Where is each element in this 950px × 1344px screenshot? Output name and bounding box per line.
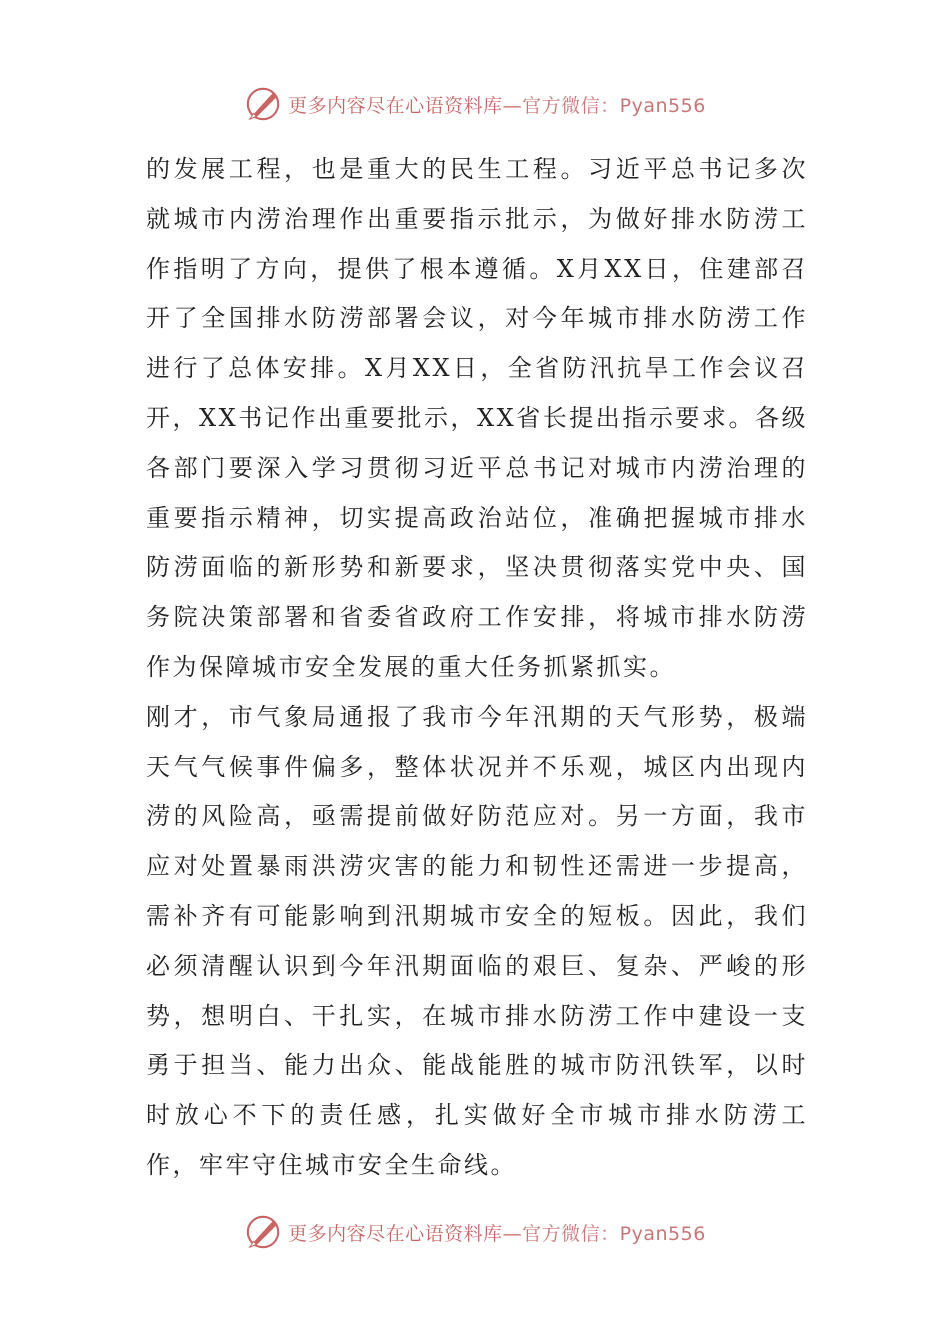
pen-nib-logo-icon bbox=[244, 1213, 282, 1251]
paragraph-2: 刚才，市气象局通报了我市今年汛期的天气形势，极端天气气候事件偏多，整体状况并不乐观，城区内出现内涝的风险高，亟需提前做好防范应对。另一方面，我市应对处置暴雨洪涝灾害的能力和韧性还需进一步提高，需补齐有可能影响到汛期城市安全的短板。因此，我们必须清醒认识到今年汛期面临的艰巨、复杂、严峻的形势，想明白、干扎实，在城市排水防涝工作中建设一支勇于担当、能力出众、能战能胜的城市防汛铁军，以时时放心不下的责任感，扎实做好全市城市排水防涝工作，牢牢守住城市安全生命线。 bbox=[146, 702, 808, 1179]
pen-nib-logo-icon bbox=[244, 85, 282, 123]
page-header bbox=[0, 84, 950, 124]
footer-banner: 更多内容尽在心语资料库—官方微信：Pyan556 bbox=[288, 1222, 706, 1245]
page-footer bbox=[0, 1212, 950, 1252]
document-body bbox=[146, 145, 808, 1191]
header-banner: 更多内容尽在心语资料库—官方微信：Pyan556 bbox=[288, 94, 706, 117]
paragraph-1: 的发展工程，也是重大的民生工程。习近平总书记多次就城市内涝治理作出重要指示批示，为做好排水防涝工作指明了方向，提供了根本遵循。X月XX日，住建部召开了全国排水防涝部署会议，对今年城市排水防涝工作进行了总体安排。X月XX日，全省防汛抗旱工作会议召开，XX书记作出重要批示，XX省长提出指示要求。各级各部门要深入学习贯彻习近平总书记对城市内涝治理的重要指示精神，切实提高政治站位，准确把握城市排水防涝面临的新形势和新要求，坚决贯彻落实党中央、国务院决策部署和省委省政府工作安排，将城市排水防涝作为保障城市安全发展的重大任务抓紧抓实。 bbox=[146, 155, 808, 681]
